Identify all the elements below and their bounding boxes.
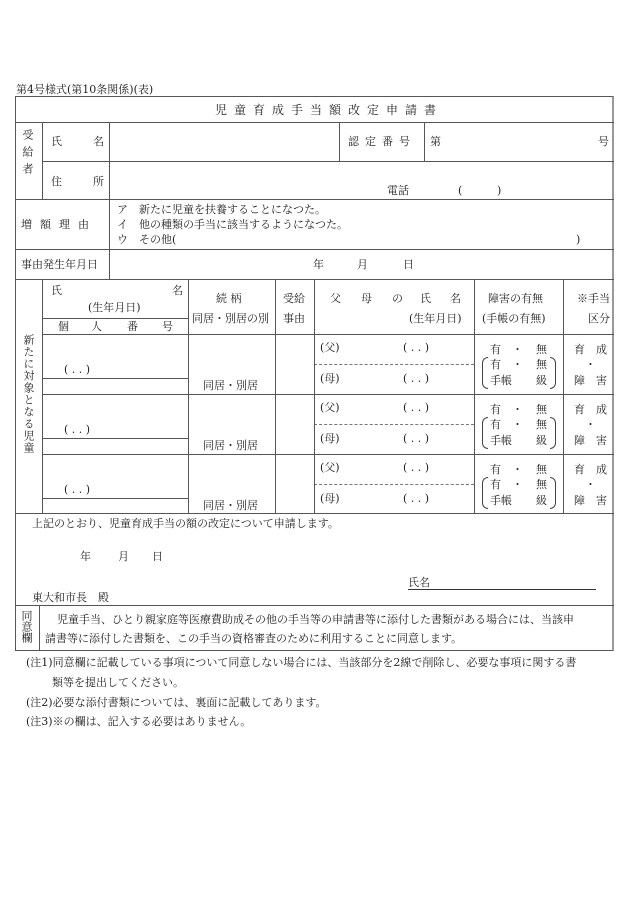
divider [563, 279, 564, 513]
category-bot-1[interactable]: 障 [574, 494, 585, 507]
disability-yes[interactable]: 有 [490, 463, 501, 476]
father-label: (父) [320, 401, 340, 414]
book-bracket-left [482, 477, 488, 509]
disability-no[interactable]: 無 [536, 463, 547, 476]
divider [188, 279, 189, 513]
mynumber-header: 個 [58, 320, 69, 333]
divider [39, 605, 40, 651]
name-label: 氏 [51, 135, 62, 148]
disability-no[interactable]: 無 [536, 403, 547, 416]
consent-text-line1: 児童手当、ひとり親家庭等医療費助成その他の手当等の申請書等に添付した書類がある場合には、当該申 [57, 613, 574, 626]
divider [42, 279, 43, 513]
child-name-header: 氏 [51, 284, 62, 297]
cohabit-option[interactable]: 同居・別居 [203, 439, 258, 452]
address-label: 所 [93, 175, 104, 188]
consent-text-line2: 請書等に添付した書類を、この手当の資格審査のために利用することに同意します。 [45, 632, 463, 645]
child-birth-date: ( . . ) [64, 363, 91, 376]
book-yes[interactable]: 有 [490, 418, 501, 431]
parents-header: の [392, 292, 403, 305]
category-dot: ・ [585, 358, 596, 371]
parents-birth-header: (生年月日) [409, 312, 462, 325]
disability-book-header: (手帳の有無) [482, 312, 546, 325]
mynumber-header: 人 [91, 320, 102, 333]
address-label: 住 [51, 175, 62, 188]
category-top-1[interactable]: 育 [574, 403, 585, 416]
consent-label: 同意欄 [20, 610, 33, 643]
reason-other-input[interactable] [185, 232, 570, 246]
child-name-input[interactable] [47, 337, 183, 363]
mother-birth: ( . . ) [403, 372, 430, 385]
father-label: (父) [320, 341, 340, 354]
reason-other-close: ) [576, 233, 581, 246]
signature-input[interactable] [432, 574, 592, 588]
book-bracket-left [482, 357, 488, 389]
note-1: (注1)同意欄に記載している事項について同意しない場合には、当該部分を2線で削除し、必要な事項に関する書 [26, 656, 577, 669]
book-bracket-right [550, 417, 556, 449]
signature-label: 氏名 [408, 576, 430, 589]
category-bot-2: 害 [596, 434, 607, 447]
mynumber-header: 番 [127, 320, 138, 333]
divider [109, 122, 110, 199]
disability-dot: ・ [512, 403, 523, 416]
child-mynumber-input[interactable] [47, 381, 183, 393]
book-grade: 級 [536, 374, 547, 387]
address-input[interactable] [114, 164, 604, 182]
divider [314, 279, 315, 513]
reason-option-c[interactable]: ウ その他( [117, 233, 177, 246]
divider [474, 279, 475, 513]
disability-dot: ・ [512, 463, 523, 476]
divider [42, 438, 188, 439]
phone-paren-close: ) [497, 184, 502, 197]
book-bracket-left [482, 417, 488, 449]
mother-label: (母) [320, 492, 340, 505]
disability-header: 障害の有無 [488, 292, 543, 305]
book-label: 手帳 [490, 374, 512, 387]
book-bracket-right [550, 357, 556, 389]
date-month: 月 [357, 258, 368, 271]
book-dot: ・ [512, 358, 523, 371]
child-birth-header: (生年月日) [88, 301, 141, 314]
declaration-year: 年 [80, 550, 91, 563]
divider [109, 199, 110, 279]
declaration-text: 上記のとおり、児童育成手当の額の改定について申請します。 [32, 517, 339, 530]
book-label: 手帳 [490, 434, 512, 447]
divider [42, 122, 43, 199]
parents-header: 氏 [420, 292, 431, 305]
child-name-input[interactable] [47, 397, 183, 423]
book-yes[interactable]: 有 [490, 358, 501, 371]
category-top-1[interactable]: 育 [574, 343, 585, 356]
mynumber-header: 号 [162, 320, 173, 333]
reason-header: 受給 [283, 292, 305, 305]
note-3: (注3)※の欄は、記入する必要はありません。 [26, 715, 252, 728]
child-birth-date: ( . . ) [64, 423, 91, 436]
parents-header: 名 [450, 292, 461, 305]
disability-dot: ・ [512, 343, 523, 356]
category-dot: ・ [585, 418, 596, 431]
recipient-group-label: 受給者 [21, 129, 34, 180]
divider [15, 513, 614, 514]
book-no[interactable]: 無 [536, 478, 547, 491]
phone-area-input[interactable] [465, 183, 495, 197]
cohabit-header: 同居・別居の別 [192, 312, 269, 325]
divider [15, 605, 614, 606]
mother-birth: ( . . ) [403, 492, 430, 505]
category-top-2: 成 [596, 403, 607, 416]
children-group-label: 新たに対象となる児童 [22, 334, 35, 454]
relation-header: 続 柄 [216, 292, 242, 305]
category-bot-1[interactable]: 障 [574, 374, 585, 387]
form-id: 第4号様式(第10条関係)(表) [16, 83, 154, 96]
cohabit-option[interactable]: 同居・別居 [203, 499, 258, 512]
divider [15, 249, 614, 250]
reason-option-b[interactable]: イ 他の種類の手当に該当するようになつた。 [117, 218, 348, 231]
category-dot: ・ [585, 478, 596, 491]
dashed-divider [314, 364, 474, 365]
mother-birth: ( . . ) [403, 432, 430, 445]
father-birth: ( . . ) [403, 341, 430, 354]
phone-label: 電話 [387, 184, 409, 197]
name-label: 名 [93, 135, 104, 148]
form-title: 児童育成手当額改定申請書 [215, 103, 444, 117]
category-bot-2: 害 [596, 494, 607, 507]
cert-suffix: 号 [598, 135, 609, 148]
declaration-day: 日 [152, 550, 163, 563]
book-grade: 級 [536, 494, 547, 507]
category-top-2: 成 [596, 463, 607, 476]
mother-label: (母) [320, 372, 340, 385]
recipient-name-input[interactable] [114, 125, 334, 158]
book-no[interactable]: 無 [536, 418, 547, 431]
divider [339, 122, 340, 161]
reason-option-a[interactable]: ア 新たに児童を扶養することになつた。 [117, 203, 326, 216]
disability-yes[interactable]: 有 [490, 403, 501, 416]
divider [42, 498, 188, 499]
category-top-2: 成 [596, 343, 607, 356]
parents-header: 母 [361, 292, 372, 305]
child-name-header: 名 [172, 284, 183, 297]
date-day: 日 [403, 258, 414, 271]
child-name-input[interactable] [47, 457, 183, 483]
cert-prefix: 第 [430, 135, 441, 148]
book-no[interactable]: 無 [536, 358, 547, 371]
child-mynumber-input[interactable] [47, 501, 183, 513]
addressee: 東大和市長 殿 [32, 591, 109, 604]
date-year: 年 [313, 258, 324, 271]
disability-yes[interactable]: 有 [490, 343, 501, 356]
father-birth: ( . . ) [403, 401, 430, 414]
dashed-divider [314, 484, 474, 485]
divider [42, 454, 614, 455]
category-header: 区分 [588, 312, 610, 325]
reason-header: 事由 [283, 312, 305, 325]
category-bot-2: 害 [596, 374, 607, 387]
cert-number-label: 認定番号 [348, 135, 416, 148]
signature-line [408, 589, 596, 590]
category-bot-1[interactable]: 障 [574, 434, 585, 447]
cert-number-input[interactable] [446, 125, 596, 158]
category-header: ※手当 [577, 292, 610, 305]
disability-no[interactable]: 無 [536, 343, 547, 356]
book-label: 手帳 [490, 494, 512, 507]
divider [42, 161, 614, 162]
father-label: (父) [320, 461, 340, 474]
child-birth-date: ( . . ) [64, 483, 91, 496]
phone-paren-open: ( [458, 184, 463, 197]
book-bracket-right [550, 477, 556, 509]
cohabit-option[interactable]: 同居・別居 [203, 379, 258, 392]
dashed-divider [314, 424, 474, 425]
child-mynumber-input[interactable] [47, 441, 183, 453]
divider [42, 318, 188, 319]
increase-reason-label: 増額理由 [21, 218, 97, 231]
parents-header: 父 [330, 292, 341, 305]
occurrence-date-label: 事由発生年月日 [21, 258, 98, 271]
father-birth: ( . . ) [403, 461, 430, 474]
divider [42, 334, 614, 335]
divider [275, 279, 276, 513]
divider [42, 378, 188, 379]
category-top-1[interactable]: 育 [574, 463, 585, 476]
note-1-cont: 類等を提出してください。 [52, 676, 184, 689]
book-grade: 級 [536, 434, 547, 447]
book-dot: ・ [512, 418, 523, 431]
divider [15, 199, 614, 200]
divider [424, 122, 425, 161]
divider [15, 122, 614, 123]
note-2: (注2)必要な添付書類については、裏面に記載してあります。 [26, 696, 327, 709]
book-yes[interactable]: 有 [490, 478, 501, 491]
declaration-month: 月 [118, 550, 129, 563]
divider [42, 394, 614, 395]
mother-label: (母) [320, 432, 340, 445]
book-dot: ・ [512, 478, 523, 491]
